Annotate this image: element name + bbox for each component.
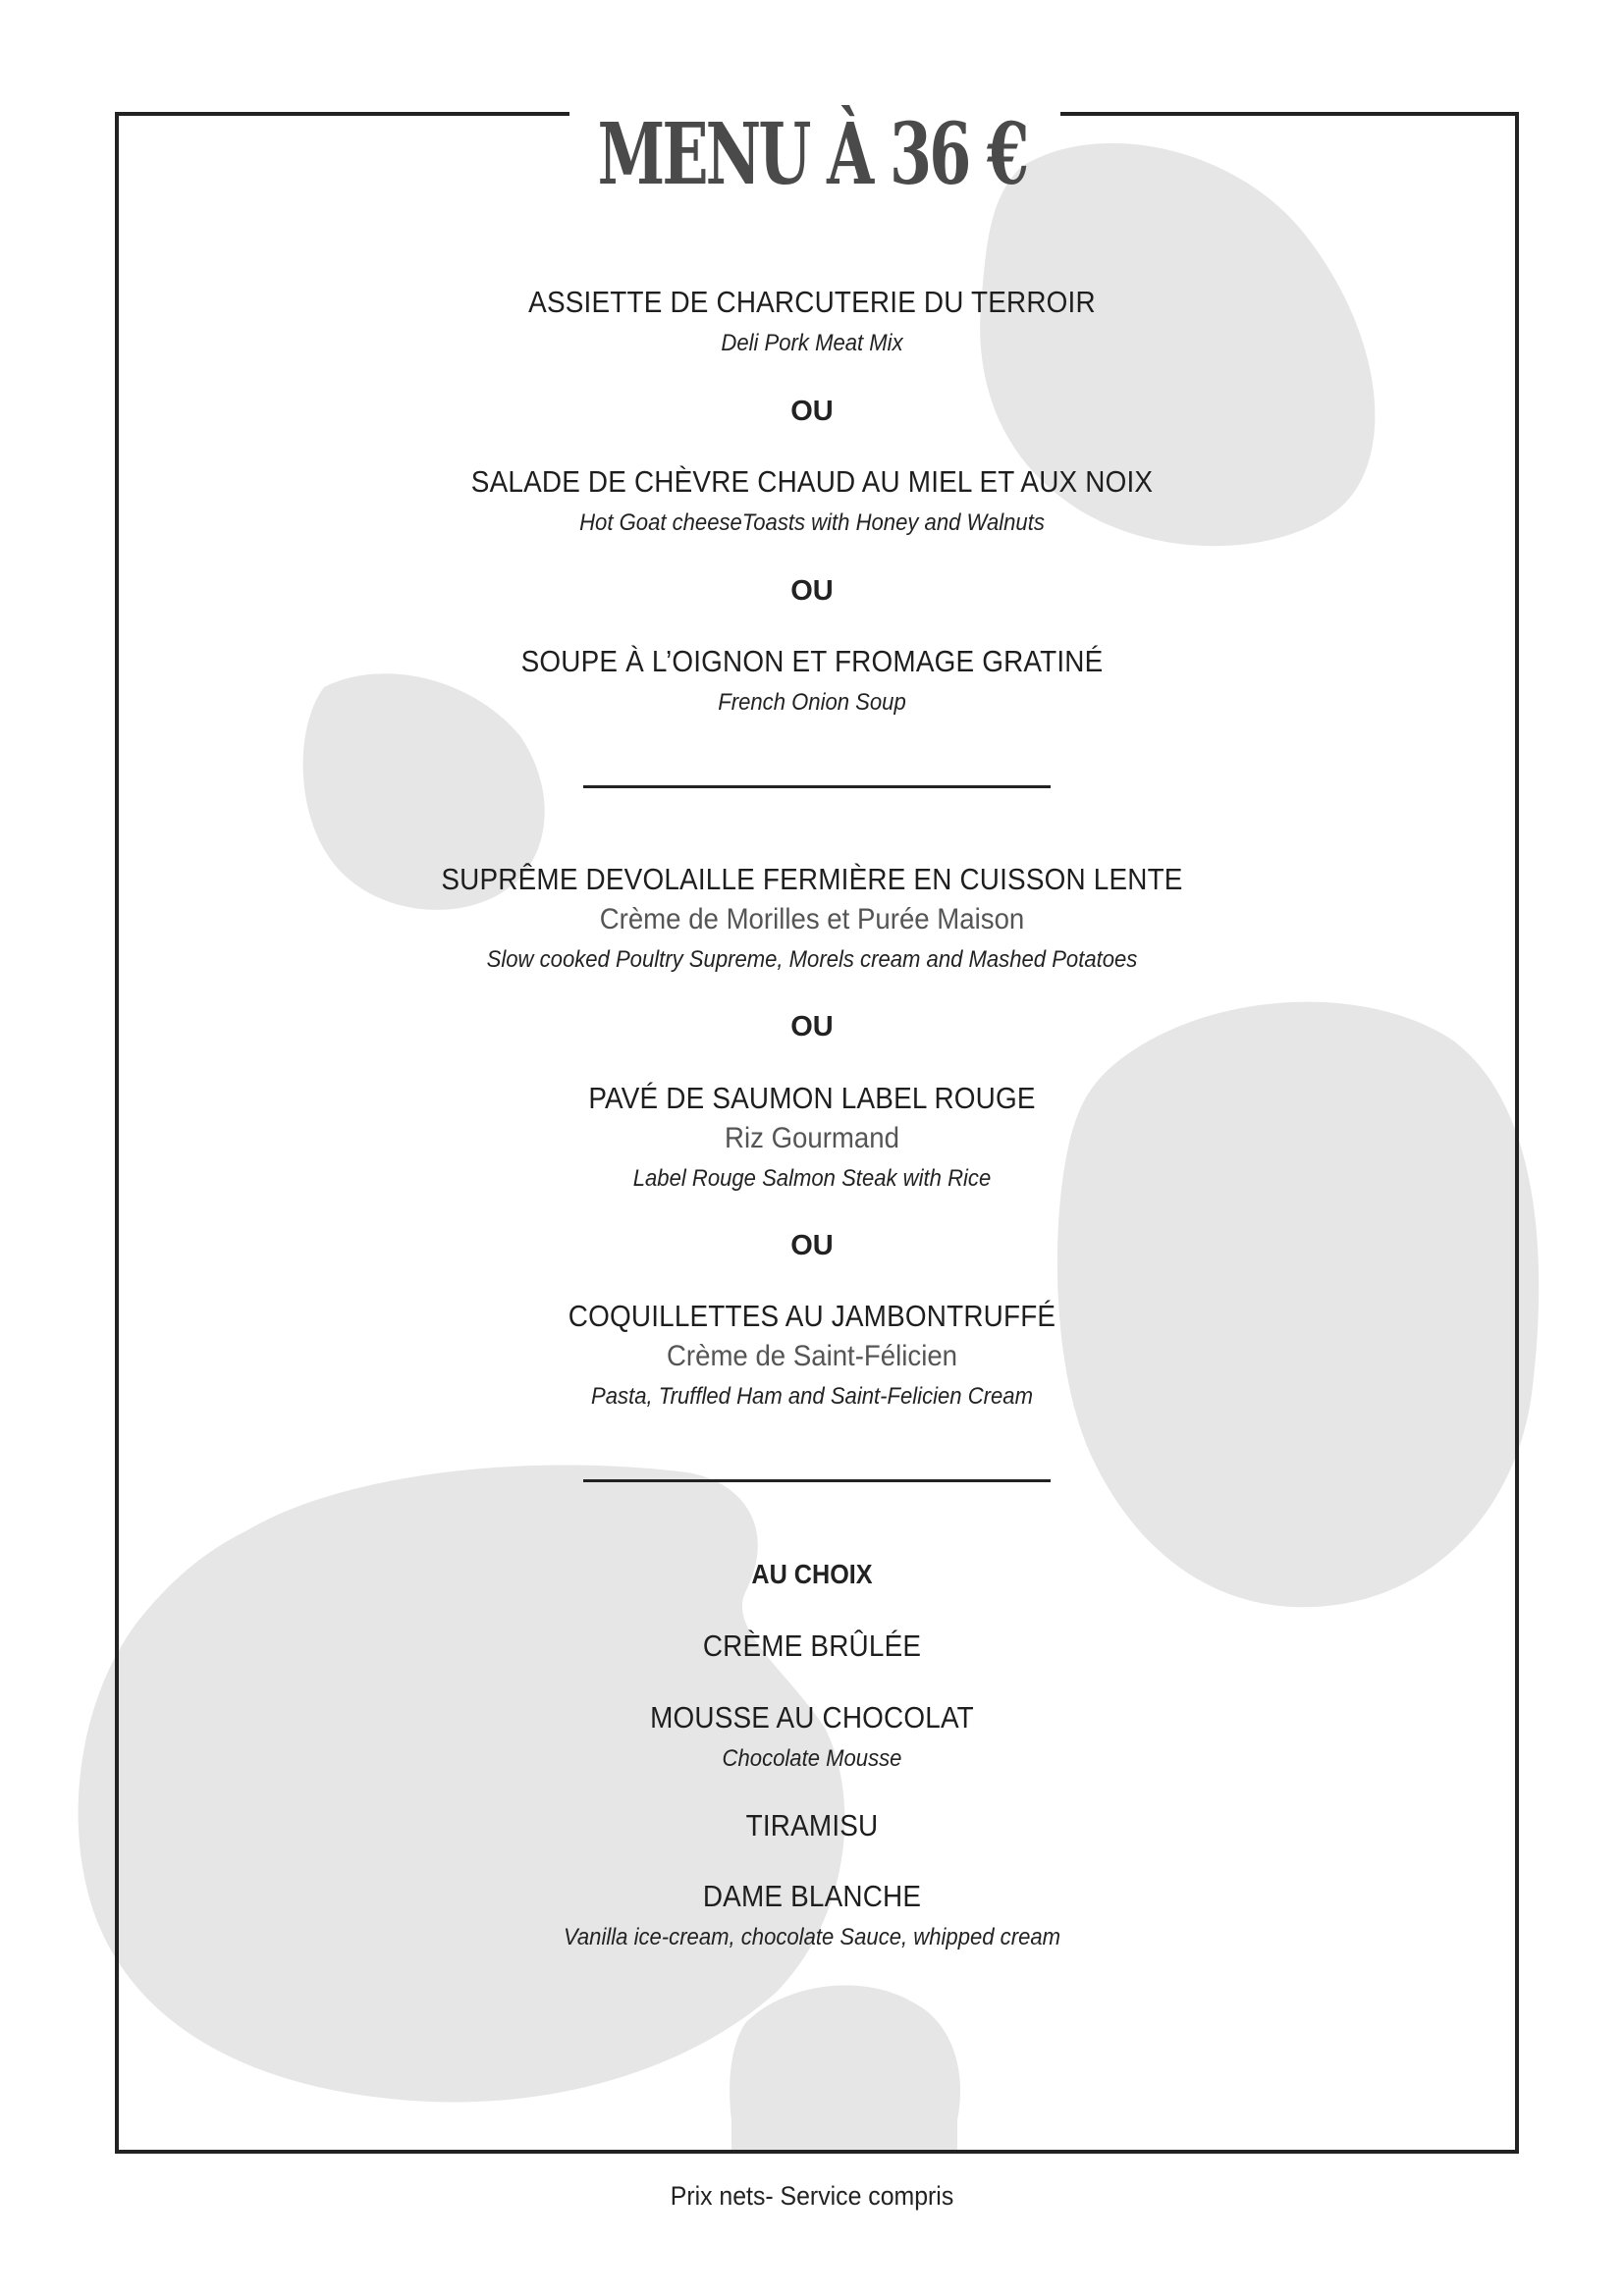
dessert-name: TIRAMISU bbox=[745, 1808, 879, 1842]
desserts-heading: AU CHOIX bbox=[751, 1559, 873, 1589]
starter-english: French Onion Soup bbox=[718, 689, 906, 716]
or-label: OU bbox=[790, 1230, 834, 1261]
starter-english: Deli Pork Meat Mix bbox=[721, 330, 903, 356]
or-label: OU bbox=[790, 396, 834, 427]
main-name: PAVÉ DE SAUMON LABEL ROUGE bbox=[588, 1081, 1036, 1115]
starter-name: SOUPE À L’OIGNON ET FROMAGE GRATINÉ bbox=[520, 644, 1104, 678]
main-name: COQUILLETTES AU JAMBONTRUFFÉ bbox=[568, 1299, 1056, 1333]
or-label: OU bbox=[790, 1011, 834, 1042]
starter-english: Hot Goat cheeseToasts with Honey and Walnuts bbox=[579, 509, 1045, 536]
main-name: SUPRÊME DEVOLAILLE FERMIÈRE EN CUISSON LENTE bbox=[441, 862, 1183, 896]
main-english: Pasta, Truffled Ham and Saint-Felicien Cream bbox=[591, 1383, 1033, 1410]
main-english: Label Rouge Salmon Steak with Rice bbox=[632, 1165, 992, 1192]
starter-name: SALADE DE CHÈVRE CHAUD AU MIEL ET AUX NOIX bbox=[470, 464, 1154, 499]
dessert-english: Vanilla ice-cream, chocolate Sauce, whipped cream bbox=[563, 1924, 1061, 1950]
main-side: Crème de Saint-Félicien bbox=[666, 1340, 958, 1372]
main-english: Slow cooked Poultry Supreme, Morels cream and Mashed Potatoes bbox=[486, 946, 1138, 973]
starter-name: ASSIETTE DE CHARCUTERIE DU TERROIR bbox=[528, 285, 1096, 319]
dessert-name: MOUSSE AU CHOCOLAT bbox=[650, 1700, 974, 1735]
dessert-english: Chocolate Mousse bbox=[722, 1745, 902, 1772]
or-label: OU bbox=[790, 575, 834, 607]
dessert-name: DAME BLANCHE bbox=[702, 1879, 922, 1913]
footer-note: Prix nets- Service compris bbox=[670, 2181, 954, 2211]
section-divider bbox=[583, 1479, 1051, 1482]
main-side: Crème de Morilles et Purée Maison bbox=[599, 903, 1025, 935]
menu-title: MENU À 36 € bbox=[597, 105, 1027, 204]
main-side: Riz Gourmand bbox=[725, 1122, 899, 1154]
dessert-name: CRÈME BRÛLÉE bbox=[702, 1629, 922, 1663]
section-divider bbox=[583, 785, 1051, 788]
